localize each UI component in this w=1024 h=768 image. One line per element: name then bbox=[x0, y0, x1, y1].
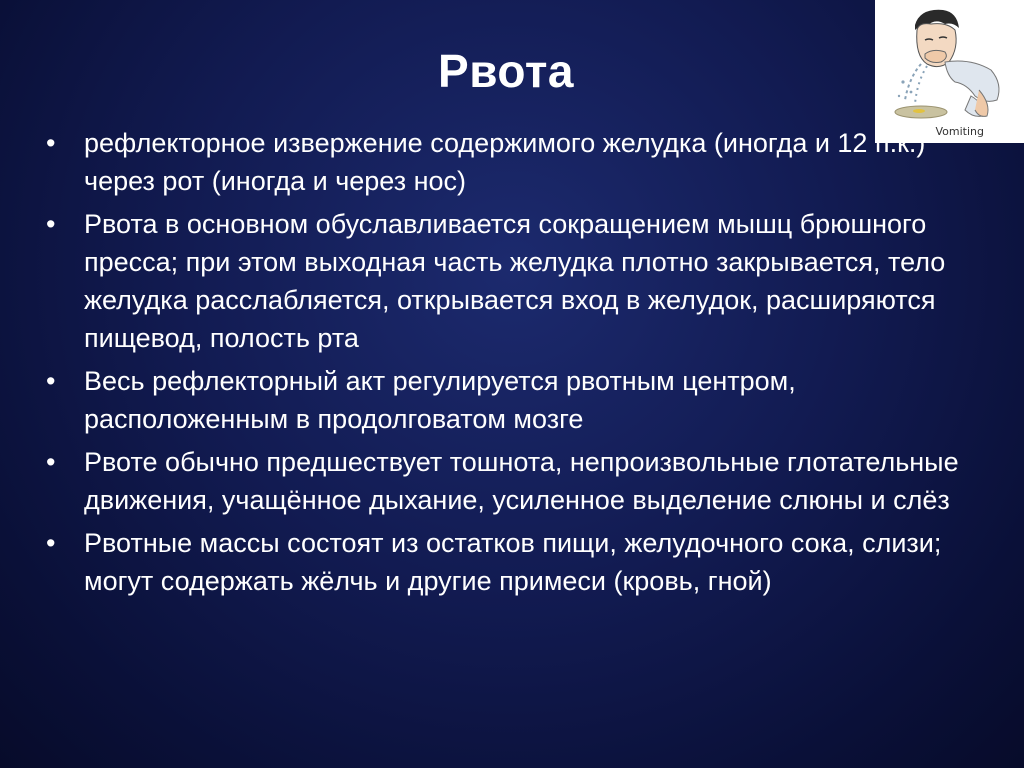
bullet-marker: • bbox=[46, 528, 56, 558]
bullet-text: Рвотные массы состоят из остатков пищи, желудочного сока, слизи; могут содержать жёлчь и другие примеси (кровь, гной) bbox=[84, 528, 942, 596]
bullet-marker: • bbox=[46, 209, 56, 239]
bullet-item bbox=[46, 362, 996, 438]
bullet-item bbox=[46, 124, 996, 200]
image-caption: Vomiting bbox=[935, 125, 984, 138]
bullet-list bbox=[46, 124, 996, 605]
bullet-text: Рвота в основном обуславливается сокращением мышц брюшного пресса; при этом выходная часть желудка плотно закрывается, тело желудка расслабляется, открывается вход в желудок, расширяются пищевод, полость рта bbox=[84, 209, 946, 353]
bullet-item bbox=[46, 443, 996, 519]
bullet-item bbox=[46, 524, 996, 600]
vomiting-illustration bbox=[875, 0, 1024, 143]
vomiting-person-icon bbox=[875, 0, 1024, 143]
bullet-marker: • bbox=[46, 366, 56, 396]
slide-title: Рвота bbox=[438, 45, 574, 97]
bullet-text: Весь рефлекторный акт регулируется рвотным центром, расположенным в продолговатом мозге bbox=[84, 366, 796, 434]
bullet-marker: • bbox=[46, 447, 56, 477]
bullet-text: Рвоте обычно предшествует тошнота, непроизвольные глотательные движения, учащённое дыхание, усиленное выделение слюны и слёз bbox=[84, 447, 959, 515]
bullet-item bbox=[46, 205, 996, 357]
bullet-marker: • bbox=[46, 128, 56, 158]
bullet-text: рефлекторное извержение содержимого желудка (иногда и 12 п.к.) через рот (иногда и через нос) bbox=[84, 128, 926, 196]
